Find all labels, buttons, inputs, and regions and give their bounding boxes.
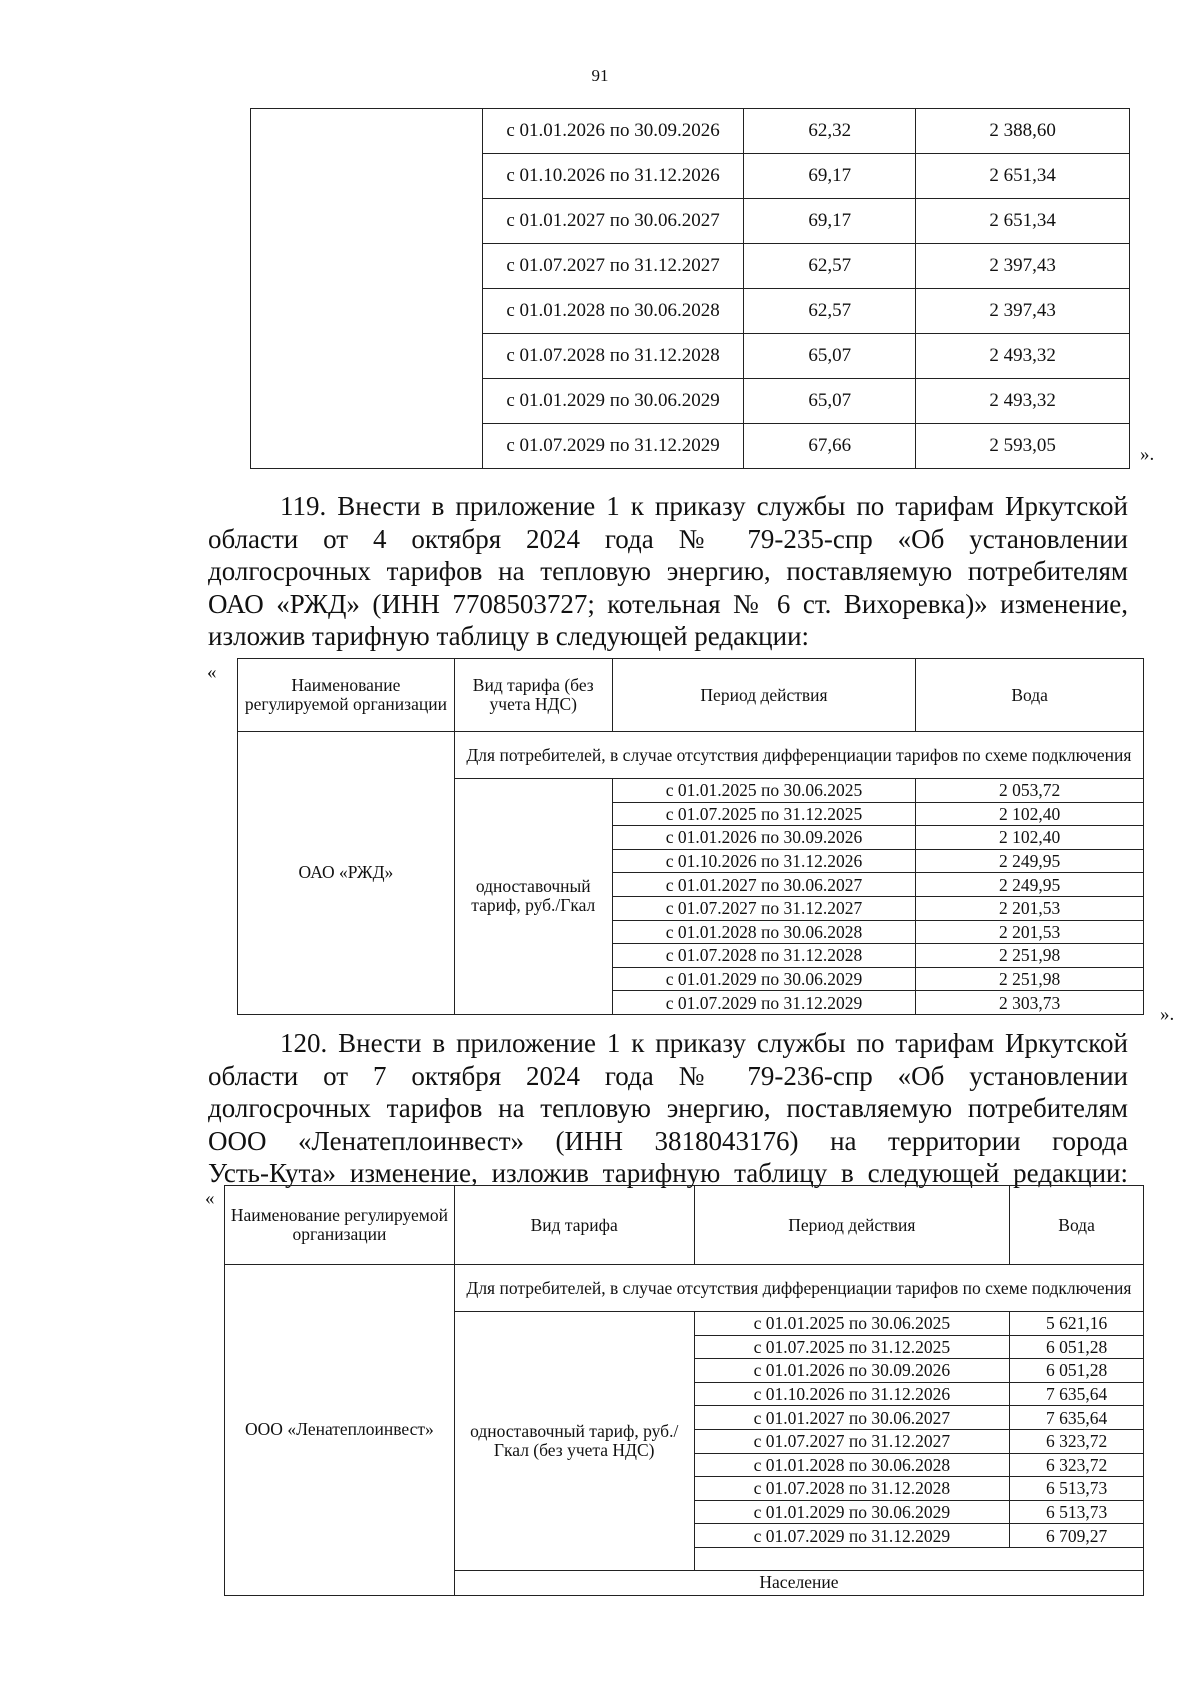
paragraph-line: долгосрочных тарифов на тепловую энергию, поставляемую потребителям: [208, 556, 1128, 586]
paragraph-line: 120. Внести в приложение 1 к приказу службы по тарифам Иркутской: [280, 1028, 1128, 1058]
value-cell: 2 397,43: [916, 244, 1130, 289]
table-row: [251, 109, 1130, 154]
period-cell: с 01.01.2026 по 30.09.2026: [694, 1359, 1010, 1383]
period-cell: с 01.07.2028 по 31.12.2028: [612, 944, 916, 968]
paragraph-line: области от 7 октября 2024 года № 79-236-спр «Об установлении: [208, 1060, 1128, 1091]
value-cell: 6 051,28: [1010, 1359, 1144, 1383]
period-cell: с 01.01.2027 по 30.06.2027: [612, 873, 916, 897]
period-cell: с 01.01.2028 по 30.06.2028: [694, 1453, 1010, 1477]
value-cell: 2 251,98: [916, 967, 1144, 991]
period-cell: с 01.10.2026 по 31.12.2026: [482, 154, 744, 199]
value-cell: 2 493,32: [916, 334, 1130, 379]
period-cell: с 01.01.2026 по 30.09.2026: [612, 826, 916, 850]
tariff-type-cell: одноставочный тариф, руб./Гкал: [454, 779, 612, 1015]
paragraph-119: [208, 490, 1128, 653]
paragraph-line: Усть-Кута» изменение, изложив тарифную таблицу в следующей редакции:: [208, 1158, 1128, 1188]
value-cell: 2 493,32: [916, 379, 1130, 424]
period-cell: с 01.07.2027 по 31.12.2027: [694, 1429, 1010, 1453]
period-cell: с 01.10.2026 по 31.12.2026: [694, 1382, 1010, 1406]
value-cell: 6 513,73: [1010, 1477, 1144, 1501]
paragraph-120: [208, 1027, 1128, 1190]
value-cell: 6 323,72: [1010, 1453, 1144, 1477]
period-cell: с 01.01.2026 по 30.09.2026: [482, 109, 744, 154]
value-cell: 6 513,73: [1010, 1500, 1144, 1524]
value-cell: 62,57: [744, 289, 916, 334]
period-cell: с 01.01.2025 по 30.06.2025: [694, 1312, 1010, 1336]
closing-quote-table2: ».: [1160, 1004, 1175, 1025]
paragraph-line: ОАО «РЖД» (ИНН 7708503727; котельная № 6 ст. Вихоревка)» изменение,: [208, 588, 1128, 619]
header-tariff-type: Вид тарифа: [454, 1186, 694, 1265]
value-cell: 2 249,95: [916, 849, 1144, 873]
value-cell: 6 709,27: [1010, 1524, 1144, 1548]
paragraph-line: долгосрочных тарифов на тепловую энергию, поставляемую потребителям: [208, 1093, 1128, 1123]
blank-org-cell: [251, 109, 483, 469]
period-cell: с 01.01.2029 по 30.06.2029: [694, 1500, 1010, 1524]
header-water: Вода: [916, 659, 1144, 732]
period-cell: с 01.01.2027 по 30.06.2027: [482, 199, 744, 244]
header-org: Наименование регулируемой организации: [238, 659, 455, 732]
org-name-cell: ОАО «РЖД»: [238, 732, 455, 1015]
population-subheader: Население: [454, 1570, 1143, 1595]
value-cell: 62,32: [744, 109, 916, 154]
value-cell: 69,17: [744, 199, 916, 244]
period-cell: с 01.10.2026 по 31.12.2026: [612, 849, 916, 873]
value-cell: 62,57: [744, 244, 916, 289]
value-cell: 2 201,53: [916, 920, 1144, 944]
header-water: Вода: [1010, 1186, 1144, 1265]
tariff-type-cell: одноставочный тариф, руб./Гкал (без учета НДС): [454, 1312, 694, 1571]
paragraph-line: области от 4 октября 2024 года № 79-235-спр «Об установлении: [208, 523, 1128, 554]
period-cell: с 01.07.2028 по 31.12.2028: [482, 334, 744, 379]
value-cell: 2 303,73: [916, 991, 1144, 1015]
value-cell: 2 249,95: [916, 873, 1144, 897]
period-cell: с 01.07.2029 по 31.12.2029: [612, 991, 916, 1015]
period-cell: с 01.07.2025 по 31.12.2025: [694, 1335, 1010, 1359]
value-cell: 2 651,34: [916, 199, 1130, 244]
empty-cell: [694, 1547, 1143, 1570]
paragraph-line: ООО «Ленатеплоинвест» (ИНН 3818043176) на территории города: [208, 1125, 1128, 1156]
value-cell: 2 251,98: [916, 944, 1144, 968]
value-cell: 2 651,34: [916, 154, 1130, 199]
period-cell: с 01.07.2027 по 31.12.2027: [612, 896, 916, 920]
period-cell: с 01.01.2028 по 30.06.2028: [482, 289, 744, 334]
header-period: Период действия: [612, 659, 916, 732]
value-cell: 5 621,16: [1010, 1312, 1144, 1336]
paragraph-line: изложив тарифную таблицу в следующей редакции:: [208, 621, 810, 651]
value-cell: 7 635,64: [1010, 1406, 1144, 1430]
consumer-subheader: Для потребителей, в случае отсутствия дифференциации тарифов по схеме подключения: [454, 1265, 1143, 1312]
period-cell: с 01.07.2025 по 31.12.2025: [612, 802, 916, 826]
period-cell: с 01.07.2029 по 31.12.2029: [694, 1524, 1010, 1548]
tariff-table-lenateploinvest: [224, 1185, 1144, 1596]
tariff-table-continuation: [250, 108, 1130, 469]
period-cell: с 01.01.2029 по 30.06.2029: [612, 967, 916, 991]
value-cell: 65,07: [744, 379, 916, 424]
value-cell: 69,17: [744, 154, 916, 199]
paragraph-line: 119. Внести в приложение 1 к приказу службы по тарифам Иркутской: [280, 491, 1128, 521]
page-number: 91: [591, 66, 609, 85]
value-cell: 2 593,05: [916, 424, 1130, 469]
value-cell: 2 388,60: [916, 109, 1130, 154]
header-tariff-type: Вид тарифа (без учета НДС): [454, 659, 612, 732]
value-cell: 2 397,43: [916, 289, 1130, 334]
value-cell: 7 635,64: [1010, 1382, 1144, 1406]
header-org: Наименование регулируемой организации: [225, 1186, 455, 1265]
period-cell: с 01.07.2027 по 31.12.2027: [482, 244, 744, 289]
value-cell: 6 323,72: [1010, 1429, 1144, 1453]
value-cell: 2 201,53: [916, 896, 1144, 920]
period-cell: с 01.07.2028 по 31.12.2028: [694, 1477, 1010, 1501]
value-cell: 6 051,28: [1010, 1335, 1144, 1359]
value-cell: 67,66: [744, 424, 916, 469]
period-cell: с 01.01.2025 по 30.06.2025: [612, 779, 916, 803]
value-cell: 2 102,40: [916, 802, 1144, 826]
opening-quote-table2: «: [207, 662, 217, 683]
value-cell: 2 102,40: [916, 826, 1144, 850]
opening-quote-table3: «: [205, 1188, 215, 1209]
period-cell: с 01.01.2028 по 30.06.2028: [612, 920, 916, 944]
period-cell: с 01.07.2029 по 31.12.2029: [482, 424, 744, 469]
period-cell: с 01.01.2027 по 30.06.2027: [694, 1406, 1010, 1430]
header-period: Период действия: [694, 1186, 1010, 1265]
org-name-cell: ООО «Ленатеплоинвест»: [225, 1265, 455, 1596]
closing-quote-table1: ».: [1140, 444, 1155, 465]
period-cell: с 01.01.2029 по 30.06.2029: [482, 379, 744, 424]
consumer-subheader: Для потребителей, в случае отсутствия дифференциации тарифов по схеме подключения: [454, 732, 1143, 779]
value-cell: 65,07: [744, 334, 916, 379]
value-cell: 2 053,72: [916, 779, 1144, 803]
tariff-table-rzd: [237, 658, 1144, 1015]
